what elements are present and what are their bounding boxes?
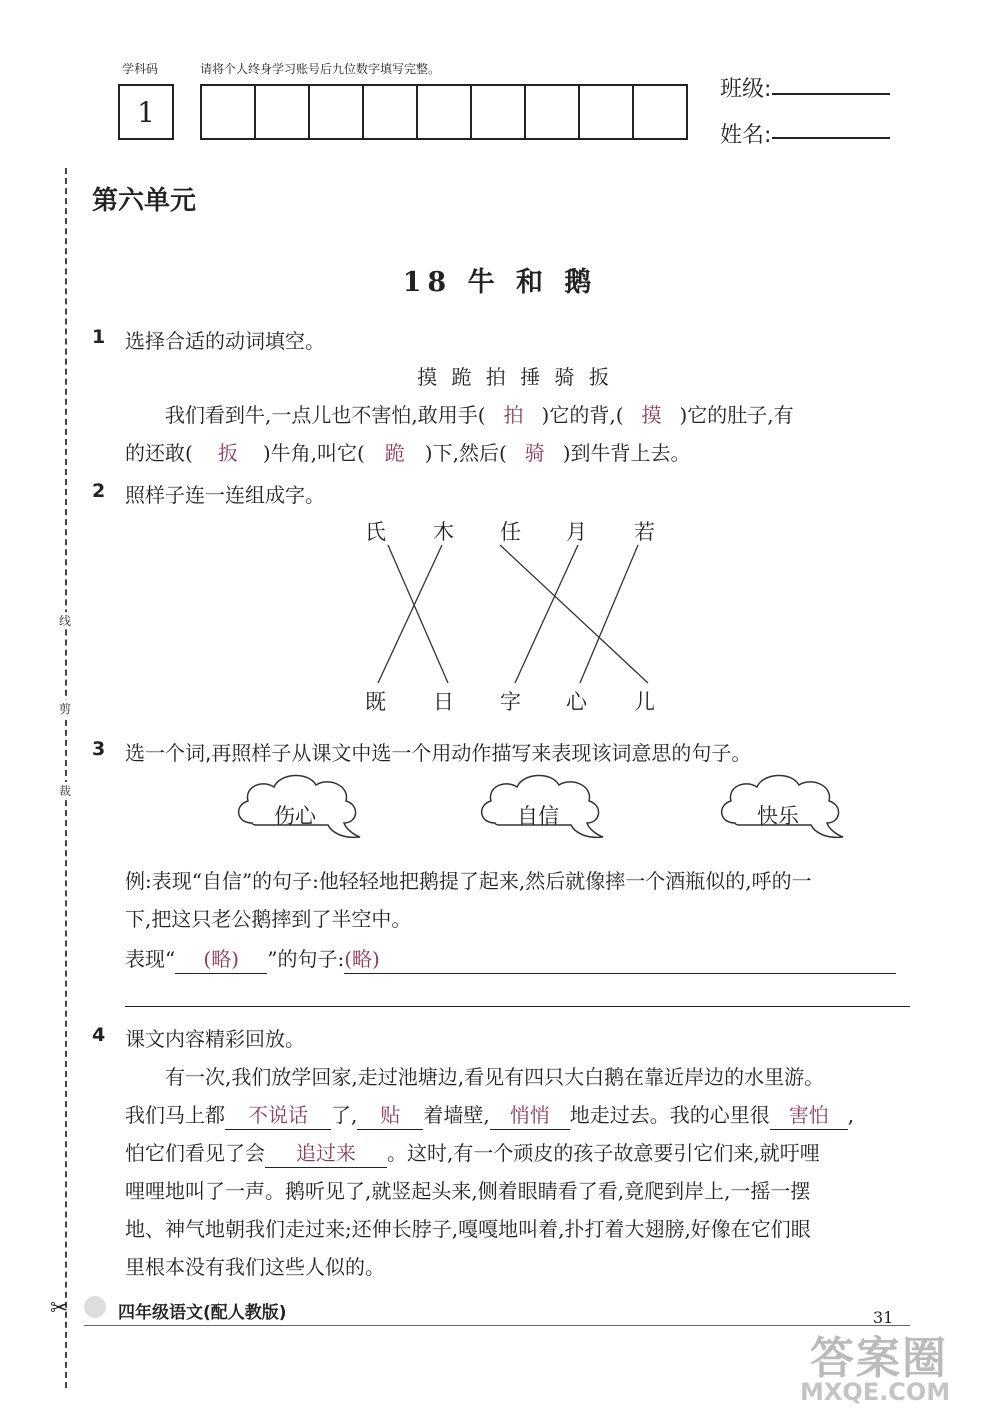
name-label: 姓名: bbox=[720, 123, 772, 148]
answer-field[interactable]: (略) bbox=[344, 945, 896, 974]
text: )到牛背上去。 bbox=[562, 441, 691, 465]
answer: 扳 bbox=[217, 441, 238, 465]
text: ”的句子: bbox=[267, 947, 345, 971]
instruction-text: 请将个人终身学习账号后九位数字填写完整。 bbox=[200, 62, 441, 76]
text: 。这时,有一个顽皮的孩子故意要引它们来,就吁哩 bbox=[387, 1141, 820, 1165]
watermark-logo: 答案圈 bbox=[810, 1333, 948, 1384]
cloud-word[interactable]: 自信 bbox=[517, 804, 559, 828]
text: 我们马上都 bbox=[125, 1103, 225, 1127]
text: )它的背,( bbox=[541, 403, 624, 427]
question-prompt: 选择合适的动词填空。 bbox=[125, 329, 325, 353]
bottom-char: 既 bbox=[365, 690, 386, 714]
q4-line-3 bbox=[125, 1134, 820, 1172]
answer: 骑 bbox=[524, 441, 545, 465]
text: )下,然后( bbox=[424, 441, 507, 465]
question-prompt: 选一个词,再照样子从课文中选一个用动作描写来表现该词意思的句子。 bbox=[125, 741, 752, 765]
verb-options: 摸 跪 拍 捶 骑 扳 bbox=[417, 365, 613, 389]
q4-line-4: 哩哩地叫了一声。鹅听见了,就竖起头来,侧着眼睛看了看,竟爬到岸上,一摇一摆 bbox=[125, 1179, 811, 1203]
bottom-char: 心 bbox=[566, 690, 587, 714]
text: 怕它们看见了会 bbox=[125, 1141, 265, 1165]
text: 的还敢( bbox=[125, 441, 193, 465]
answer-line[interactable] bbox=[125, 1006, 910, 1007]
footer-rule bbox=[84, 1325, 910, 1326]
cloud-word[interactable]: 快乐 bbox=[757, 804, 799, 828]
question-number: 1 bbox=[92, 326, 106, 348]
cut-char: 裁 bbox=[59, 784, 72, 798]
book-title: 四年级语文(配人教版) bbox=[118, 1303, 287, 1323]
text: )它的肚子,有 bbox=[679, 403, 794, 427]
answer-field[interactable]: 害怕 bbox=[770, 1101, 848, 1130]
top-char: 任 bbox=[500, 520, 521, 544]
answer: 摸 bbox=[641, 403, 662, 427]
text: , bbox=[847, 1103, 855, 1127]
question-number: 3 bbox=[92, 738, 106, 760]
top-char: 氏 bbox=[365, 520, 386, 544]
text: 地走过去。我的心里很 bbox=[569, 1103, 770, 1127]
subject-code-label: 学科码 bbox=[122, 62, 159, 76]
q3-fill-line bbox=[125, 940, 896, 978]
question-number: 4 bbox=[92, 1024, 106, 1046]
question-prompt: 课文内容精彩回放。 bbox=[125, 1027, 305, 1051]
lesson-title: 18 牛 和 鹅 bbox=[402, 267, 598, 298]
example-line-1: 例:表现“自信”的句子:他轻轻地把鹅提了起来,然后就像摔一个酒瓶似的,呼的一 bbox=[125, 869, 812, 893]
q4-line-5: 地、神气地朝我们走过来;还伸长脖子,嘎嘎地叫着,扑打着大翅膀,好像在它们眼 bbox=[125, 1217, 811, 1241]
match-line bbox=[580, 545, 638, 683]
book-badge-icon bbox=[84, 1296, 106, 1318]
text: 着墙壁, bbox=[423, 1103, 490, 1127]
bottom-char: 日 bbox=[433, 690, 454, 714]
text: )牛角,叫它( bbox=[262, 441, 365, 465]
match-line bbox=[378, 545, 442, 683]
cut-char: 剪 bbox=[59, 702, 72, 716]
cloud-word[interactable]: 伤心 bbox=[274, 804, 316, 828]
top-char: 若 bbox=[634, 520, 655, 544]
answer-field[interactable]: (略) bbox=[175, 945, 267, 974]
example-line-2: 下,把这只老公鹅摔到了半空中。 bbox=[125, 907, 412, 931]
watermark-url: MXQE.COM bbox=[800, 1378, 951, 1406]
answer: 拍 bbox=[503, 403, 524, 427]
text: 了, bbox=[331, 1103, 358, 1127]
answer-field[interactable]: 追过来 bbox=[265, 1139, 387, 1168]
answer-field[interactable]: 悄悄 bbox=[490, 1101, 570, 1130]
text: 我们看到牛,一点儿也不害怕,敢用手( bbox=[165, 403, 486, 427]
answer-field[interactable]: 贴 bbox=[357, 1101, 423, 1130]
cut-char: 线 bbox=[59, 614, 72, 628]
bottom-char: 字 bbox=[500, 690, 521, 714]
match-line bbox=[500, 545, 648, 683]
answer-field[interactable]: 不说话 bbox=[225, 1101, 331, 1130]
class-label: 班级: bbox=[720, 77, 772, 102]
question-prompt: 照样子连一连组成字。 bbox=[125, 483, 325, 507]
text: 表现“ bbox=[125, 947, 176, 971]
unit-title: 第六单元 bbox=[92, 186, 197, 216]
scissors-icon: ✂ bbox=[50, 1296, 69, 1321]
answer: 跪 bbox=[384, 441, 405, 465]
bottom-char: 儿 bbox=[634, 690, 655, 714]
match-line bbox=[388, 545, 448, 683]
page-number: 31 bbox=[873, 1308, 894, 1327]
q4-line-6: 里根本没有我们这些人似的。 bbox=[125, 1255, 385, 1279]
top-char: 木 bbox=[433, 520, 454, 544]
q4-line-2 bbox=[125, 1096, 854, 1134]
match-line bbox=[515, 545, 578, 683]
subject-code-box: 1 bbox=[118, 84, 174, 140]
question-number: 2 bbox=[92, 480, 106, 502]
q4-line-1: 有一次,我们放学回家,走过池塘边,看见有四只大白鹅在靠近岸边的水里游。 bbox=[165, 1065, 825, 1089]
top-char: 月 bbox=[566, 520, 587, 544]
